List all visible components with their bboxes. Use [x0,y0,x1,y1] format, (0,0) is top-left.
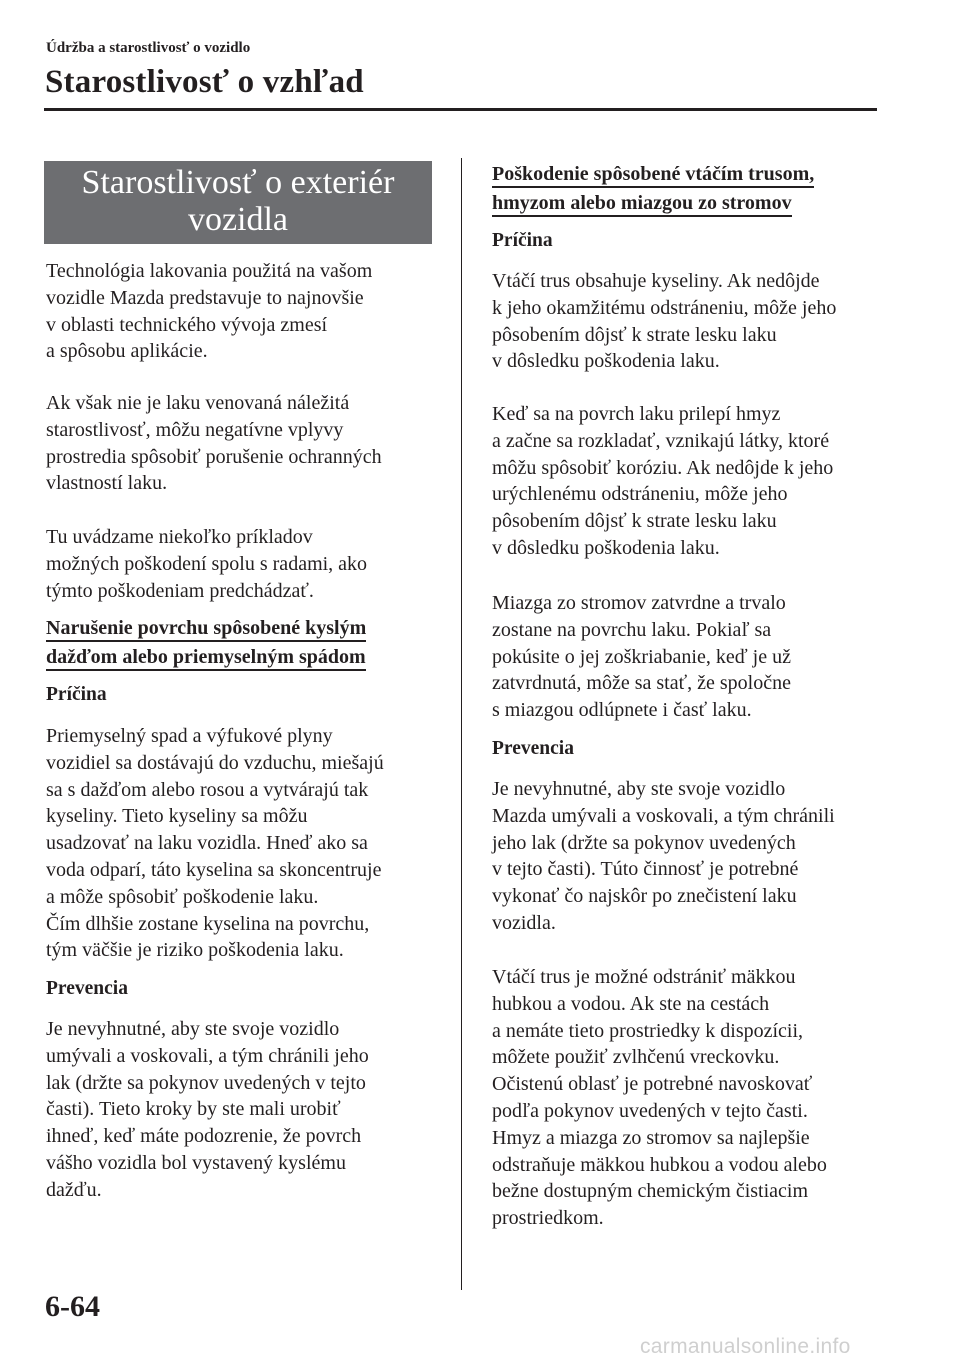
subheading-bird-droppings [492,160,814,217]
subheading-acid-rain-line2: dažďom alebo priemyselným spádom [46,646,366,671]
cause-text-right-2: Keď sa na povrch laku prilepí hmyz a začne sa rozkladať, vznikajú látky, ktoré môžu spôsobiť koróziu. Ak nedôjde k jeho urýchlenému odstráneniu, môže jeho pôsobením dôjsť k strate lesku laku v dôsledku poškodenia laku. [492,403,834,559]
prevention-label-left: Prevencia [46,978,128,999]
prevention-label-right: Prevencia [492,738,574,759]
intro-paragraph-2: Ak však nie je laku venovaná náležitá starostlivosť, môžu negatívne vplyvy prostredia spôsobiť porušenie ochranných vlastností laku. [46,392,382,495]
watermark: carmanualsonline.info [640,1335,851,1358]
intro-paragraph-3: Tu uvádzame niekoľko príkladov možných poškodení spolu s radami, ako týmto poškodeniam predchádzať. [46,526,368,602]
cause-label-right: Príčina [492,230,553,251]
intro-paragraph-1: Technológia lakovania použitá na vašom vozidle Mazda predstavuje to najnovšie v oblasti technického vývoja zmesí a spôsobu aplikácie. [46,260,373,363]
prevention-text-right-1: Je nevyhnutné, aby ste svoje vozidlo Mazda umývali a voskovali, a tým chránili jeho lak (držte sa pokynov uvedených v tejto časti). Túto činnosť je potrebné vykonať čo najskôr po znečistení laku vozidla. [492,778,835,934]
page-number: 6-64 [45,1290,100,1323]
header-rule [44,108,877,111]
section-title-line1: Starostlivosť o exteriér [81,164,395,201]
subheading-bird-droppings-line2: hmyzom alebo miazgou zo stromov [492,192,792,217]
subheading-acid-rain-line1: Narušenie povrchu spôsobené kyslým [46,617,366,642]
cause-text-right-3: Miazga zo stromov zatvrdne a trvalo zostane na povrchu laku. Pokiaľ sa pokúsite o jej zoškriabanie, keď je už zatvrdnutá, môže sa stať, že spoločne s miazgou odlúpnete i časť laku. [492,592,791,722]
prevention-text-right-2: Vtáčí trus je možné odstrániť mäkkou hubkou a vodou. Ak ste na cestách a nemáte tieto prostriedky k dispozícii, môžete použiť zvlhčenú vreckovku. Očistenú oblasť je potrebné navoskovať podľa pokynov uvedených v tejto časti. Hmyz a miazga zo stromov sa najlepšie odstraňuje mäkkou hubkou a vodou alebo bežne dostupným chemickým čistiacim prostriedkom. [492,966,827,1230]
subheading-bird-droppings-line1: Poškodenie spôsobené vtáčím trusom, [492,163,814,188]
subheading-acid-rain [46,614,366,671]
cause-text-right-1: Vtáčí trus obsahuje kyseliny. Ak nedôjde k jeho okamžitému odstráneniu, môže jeho pôsobením dôjsť k strate lesku laku v dôsledku poškodenia laku. [492,270,837,373]
cause-label-left: Príčina [46,684,107,705]
section-title-line2: vozidla [187,201,289,238]
cause-text-left: Priemyselný spad a výfukové plyny vozidiel sa dostávajú do vzduchu, miešajú sa s dažďom alebo rosou a vytvárajú tak kyseliny. Tieto kyseliny sa môžu usadzovať na laku vozidla. Hneď ako sa voda odparí, táto kyselina sa skoncentruje a môže spôsobiť poškodenie laku. Čím dlhšie zostane kyselina na povrchu, tým väčšie je riziko poškodenia laku. [46,725,384,962]
chapter-header: Údržba a starostlivosť o vozidlo [46,40,251,56]
column-divider [461,158,462,1290]
section-title-box [44,161,432,244]
page-title: Starostlivosť o vzhľad [45,64,364,100]
prevention-text-left: Je nevyhnutné, aby ste svoje vozidlo umývali a voskovali, a tým chránili jeho lak (držte sa pokynov uvedených v tejto časti). Tieto kroky by ste mali urobiť ihneď, keď máte podozrenie, že povrch vášho vozidla bol vystavený kyslému dažďu. [46,1018,369,1201]
